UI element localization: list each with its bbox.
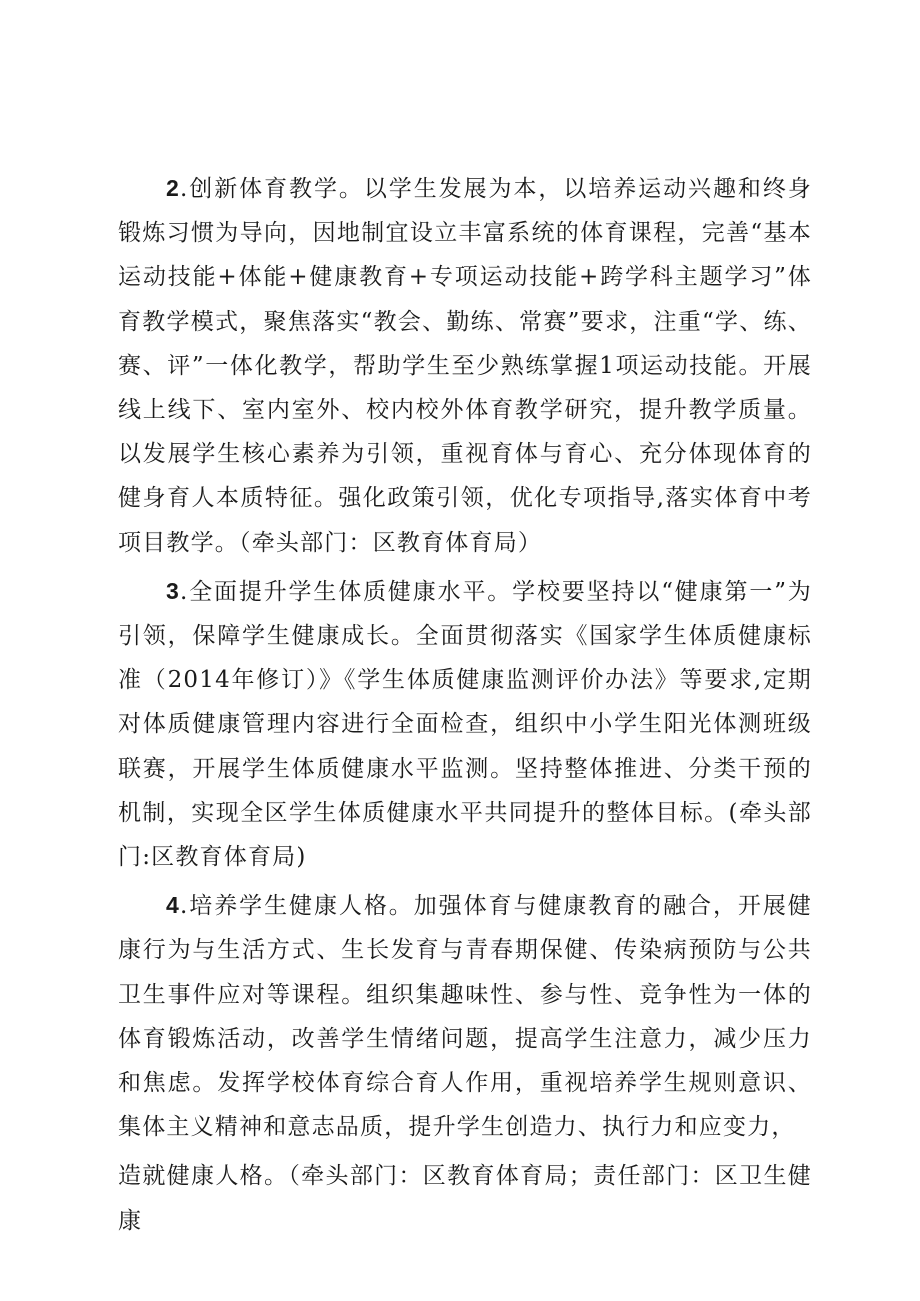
paragraph-text: 造就健康人格。（牵头部门：区教育体育局；责任部门：区卫生健康: [118, 1163, 812, 1234]
paragraph-text: .全面提升学生体质健康水平。学校要坚持以“健康第一”为引领，保障学生健康成长。全面贯彻落实《国家学生体质健康标准（2014年修订）》《学生体质健康监测评价办法》等要求,定期对体质健康管理内容进行全面检查，组织中小学生阳光体测班级联赛，开展学生体质健康水平监测。坚持整体推进、分类干预的机制，实现全区学生体质健康水平共同提升的整体目标。(牵头部门:区教育体育局): [118, 578, 812, 871]
paragraph-2: [118, 166, 812, 565]
paragraph-number: 3: [166, 577, 180, 604]
paragraph-3: [118, 569, 812, 879]
paragraph-number: 4: [166, 892, 180, 919]
document-body: [118, 166, 812, 1247]
paragraph-text: .创新体育教学。以学生发展为本，以培养运动兴趣和终身锻炼习惯为导向，因地制宜设立丰富系统的体育课程，完善“基本运动技能+体能+健康教育+专项运动技能+跨学科主题学习”体育教学模式，聚焦落实“教会、勤练、常赛”要求，注重“学、练、赛、评”一体化教学，帮助学生至少熟练掌握1项运动技能。开展线上线下、室内室外、校内校外体育教学研究，提升教学质量。以发展学生核心素养为引领，重视育体与育心、充分体现体育的健身育人本质特征。强化政策引领，优化专项指导,落实体育中考项目教学。（牵头部门：区教育体育局）: [118, 176, 812, 556]
paragraph-text: .培养学生健康人格。加强体育与健康教育的融合，开展健康行为与生活方式、生长发育与青春期保健、传染病预防与公共卫生事件应对等课程。组织集趣味性、参与性、竞争性为一体的体育锻炼活动，改善学生情绪问题，提高学生注意力，减少压力和焦虑。发挥学校体育综合育人作用，重视培养学生规则意识、集体主义精神和意志品质，提升学生创造力、执行力和应变力，: [118, 893, 812, 1141]
paragraph-4: [118, 883, 812, 1149]
paragraph-number: 2: [166, 175, 180, 201]
paragraph-continuation: [118, 1153, 812, 1242]
